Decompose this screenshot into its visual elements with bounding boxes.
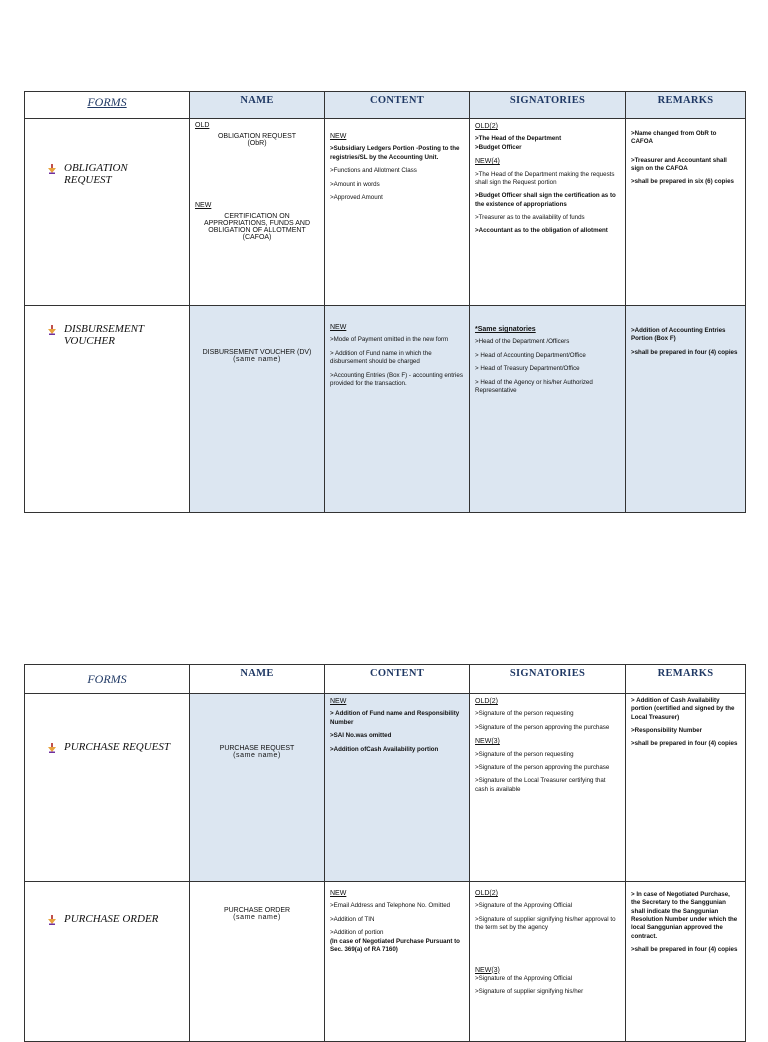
old-label: OLD	[195, 122, 210, 129]
sig-item: >Signature of the person requesting	[475, 710, 574, 718]
sig-old-label: OLD(2)	[475, 123, 498, 130]
content-item: > Addition of Fund name in which the disbursement should be charged	[330, 349, 432, 366]
name-cell	[190, 306, 325, 513]
content-cell	[325, 306, 470, 513]
form-title: PURCHASE ORDER	[64, 913, 159, 925]
sig-item: >Signature of the Approving Official	[475, 902, 573, 910]
remark-item: >shall be prepared in four (4) copies	[631, 946, 738, 954]
form-name-sub: (same name)	[233, 914, 281, 921]
signatories-cell	[470, 694, 626, 882]
content-new-label: NEW	[330, 133, 347, 140]
sig-old-label: OLD(2)	[475, 698, 498, 705]
sig-item: > Head of the Agency or his/her Authorized Representative	[475, 378, 593, 394]
name-header: NAME	[190, 92, 325, 119]
sig-item: >Signature of supplier signifying his/her	[475, 988, 584, 996]
arrow-down-bullet-icon	[48, 915, 56, 925]
name-cell	[190, 119, 325, 306]
content-new-label: NEW	[330, 890, 347, 897]
content-item: >Addition ofCash Availability portion	[330, 745, 439, 753]
table-row	[25, 119, 746, 306]
form-name: PURCHASE REQUEST	[219, 745, 295, 752]
content-item: >Mode of Payment omitted in the new form	[330, 336, 449, 344]
forms-header: FORMS	[25, 92, 190, 119]
sig-item: >Head of the Department /Officers	[475, 338, 570, 346]
old-form-name: OBLIGATION REQUEST (ObR)	[217, 133, 297, 147]
content-item: (In case of Negotiated Purchase Pursuant to Sec. 369(a) of RA 7160)	[330, 937, 460, 953]
form-title: OBLIGATION REQUEST	[64, 162, 128, 186]
sig-item: >Signature of the Approving Official	[475, 974, 573, 982]
sig-item: > Head of Treasury Department/Office	[475, 365, 580, 373]
arrow-down-bullet-icon	[48, 743, 56, 753]
form-name: DISBURSEMENT VOUCHER (DV)	[202, 349, 312, 356]
content-item: >Email Address and Telephone No. Omitted	[330, 902, 451, 910]
forms-table-1	[24, 91, 746, 513]
remark-item: >Treasurer and Accountant shall sign on the CAFOA	[631, 156, 727, 173]
content-header: CONTENT	[325, 92, 470, 119]
remark-item: >Name changed from ObR to CAFOA	[631, 130, 717, 146]
signatories-cell	[470, 882, 626, 1042]
content-item: >Functions and Allotment Class	[330, 167, 417, 175]
sig-item: >Treasurer as to the availability of funds	[475, 214, 585, 222]
remarks-cell	[626, 119, 746, 306]
sig-new-label: NEW(4)	[475, 158, 500, 166]
form-cell	[25, 694, 190, 882]
sig-item: >Signature of the person approving the purchase	[475, 723, 610, 731]
signatories-cell	[470, 306, 626, 513]
content-item: >Addition of portion	[330, 929, 384, 937]
signatories-cell	[470, 119, 626, 306]
name-cell	[190, 694, 325, 882]
content-new-label: NEW	[330, 698, 347, 705]
content-item: >Accounting Entries (Box F) - accounting entries provided for the transaction.	[330, 371, 463, 387]
forms-header: FORMS	[25, 665, 190, 694]
remark-item: > Addition of Cash Availability portion (certified and signed by the Local Treasurer)	[631, 697, 735, 721]
content-cell	[325, 119, 470, 306]
arrow-down-bullet-icon	[48, 325, 56, 335]
content-new-label: NEW	[330, 324, 347, 331]
table-row	[25, 694, 746, 882]
remark-item: >shall be prepared in six (6) copies	[631, 178, 734, 186]
content-header: CONTENT	[325, 665, 470, 694]
new-label: NEW	[195, 202, 212, 209]
sig-item: >Signature of supplier signifying his/her approval to the term set by the agency	[475, 915, 616, 932]
sig-old-label: OLD(2)	[475, 890, 498, 897]
content-item: >Addition of TIN	[330, 915, 375, 923]
form-cell	[25, 119, 190, 306]
remarks-cell	[626, 694, 746, 882]
sig-label: *Same signatories	[475, 326, 536, 333]
content-cell	[325, 882, 470, 1042]
sig-item: >The Head of the Department making the requests shall sign the Request portion	[475, 170, 615, 186]
content-item: > Addition of Fund name and Responsibility Number	[330, 710, 460, 726]
remark-item: > In case of Negotiated Purchase, the Secretary to the Sanggunian shall indicate the Sanggunian Resolution Number under which the local Sanggunian approved the contract.	[631, 891, 738, 940]
remark-item: >shall be prepared in four (4) copies	[631, 348, 738, 356]
remark-item: >Responsibility Number	[631, 727, 702, 735]
content-cell	[325, 694, 470, 882]
content-item: >Amount in words	[330, 180, 380, 188]
sig-item: >Accountant as to the obligation of allotment	[475, 227, 608, 235]
sig-item: > Head of Accounting Department/Office	[475, 351, 586, 359]
form-title: DISBURSEMENT VOUCHER	[64, 323, 144, 347]
sig-new-label: NEW(3)	[475, 966, 500, 974]
signatories-header: SIGNATORIES	[470, 665, 626, 694]
form-name-sub: (same name)	[233, 752, 281, 759]
form-cell	[25, 882, 190, 1042]
signatories-header: SIGNATORIES	[470, 92, 626, 119]
sig-item: >The Head of the Department	[475, 135, 562, 143]
sig-new-label: NEW(3)	[475, 738, 500, 746]
sig-item: >Signature of the person approving the purchase	[475, 763, 610, 771]
remark-item: >Addition of Accounting Entries Portion (Box F)	[631, 327, 726, 343]
remark-item: >shall be prepared in four (4) copies	[631, 740, 738, 748]
table-row	[25, 882, 746, 1042]
form-name-sub: (same name)	[233, 356, 281, 363]
remarks-cell	[626, 306, 746, 513]
remarks-header: REMARKS	[626, 665, 746, 694]
name-cell	[190, 882, 325, 1042]
sig-item: >Budget Officer shall sign the certification as to the existence of appropriations	[475, 192, 616, 208]
form-name: PURCHASE ORDER	[223, 907, 291, 914]
remarks-cell	[626, 882, 746, 1042]
form-cell	[25, 306, 190, 513]
table-row	[25, 306, 746, 513]
name-header: NAME	[190, 665, 325, 694]
content-item: >Approved Amount	[330, 193, 383, 201]
content-item: >SAI No.was omitted	[330, 732, 392, 740]
form-title: PURCHASE REQUEST	[64, 741, 171, 753]
forms-table-2	[24, 664, 746, 1042]
remarks-header: REMARKS	[626, 92, 746, 119]
new-form-name: CERTIFICATION ON APPROPRIATIONS, FUNDS AND OBLIGATION OF ALLOTMENT (CAFOA)	[203, 213, 311, 241]
sig-item: >Budget Officer	[475, 143, 522, 151]
sig-item: >Signature of the person requesting	[475, 750, 574, 758]
arrow-down-bullet-icon	[48, 164, 56, 174]
content-item: >Subsidiary Ledgers Portion -Posting to the registries/SL by the Accounting Unit.	[330, 145, 460, 161]
sig-item: >Signature of the Local Treasurer certifying that cash is available	[475, 777, 606, 793]
